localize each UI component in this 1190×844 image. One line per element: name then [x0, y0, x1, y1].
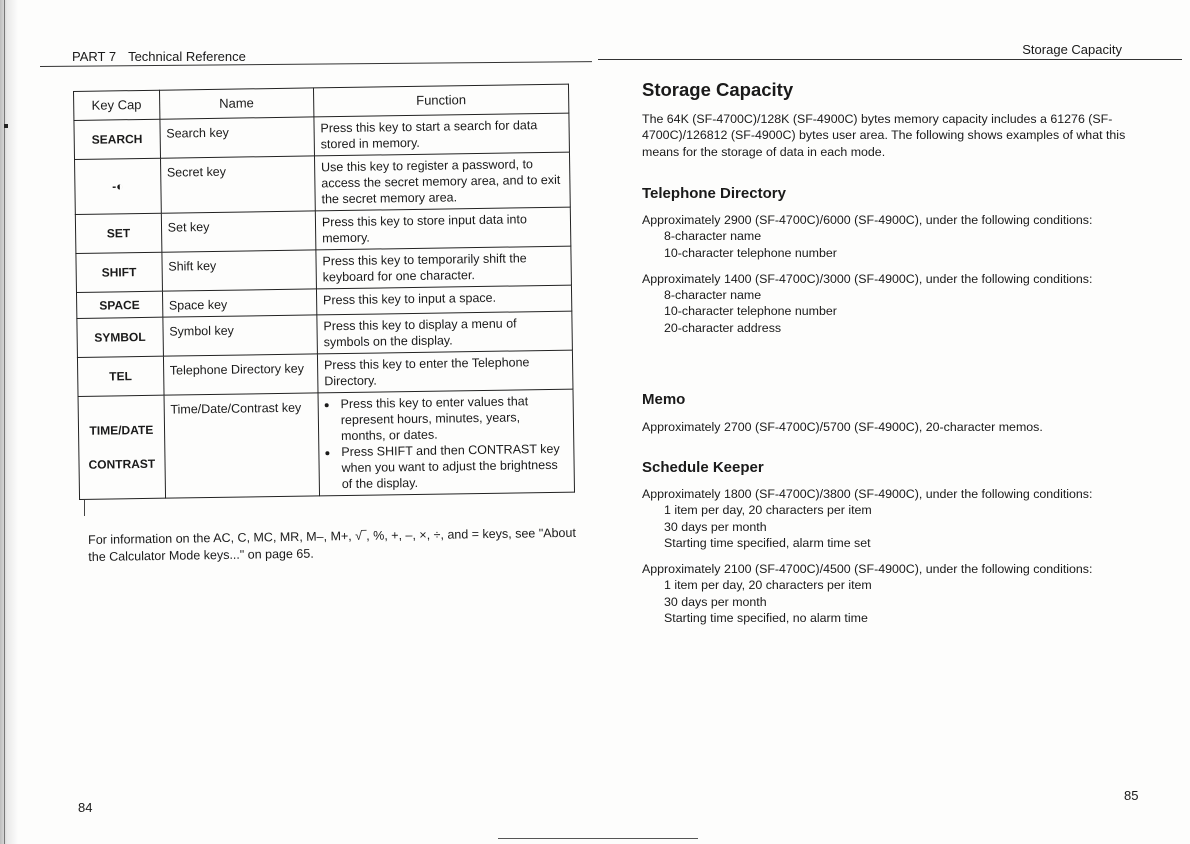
key-function: Use this key to register a password, to access the secret memory area, and to exit the secret memory area.	[314, 152, 570, 211]
key-function: Press this key to display a menu of symbols on the display.	[317, 311, 573, 354]
telephone-body	[642, 212, 1132, 336]
key-cap: SET	[75, 213, 161, 253]
list-item: 30 days per month	[664, 519, 767, 534]
secret-key-icon: -◐	[75, 158, 161, 214]
section-label: Technical Reference	[128, 49, 246, 64]
key-function: Press this key to temporarily shift the keyboard for one character.	[316, 246, 572, 289]
list-item: 1 item per day, 20 characters per item	[664, 503, 872, 518]
key-function: Press this key to enter the Telephone Directory.	[317, 350, 573, 393]
intro-text: The 64K (SF-4700C)/128K (SF-4900C) bytes memory capacity includes a 61276 (SF-4700C)/126812 (SF-4900C) bytes user area. The following shows examples of what this means for the storage of data in each mode.	[642, 112, 1126, 159]
book-binding	[0, 0, 18, 844]
key-name: Set key	[161, 211, 316, 252]
memo-section	[642, 392, 1132, 408]
key-name: Search key	[160, 117, 315, 158]
key-cap: CONTRAST	[88, 456, 156, 472]
schedule-section	[642, 460, 1132, 476]
key-name: Space key	[162, 289, 317, 317]
key-name: Secret key	[160, 156, 315, 213]
paragraph: Approximately 1800 (SF-4700C)/3800 (SF-4900C), under the following conditions:	[642, 487, 1093, 501]
function-bullet: • Press SHIFT and then CONTRAST key when you want to adjust the brightness of the display.	[339, 441, 568, 492]
page-number-left: 84	[78, 800, 93, 815]
section-heading: Telephone Directory	[642, 185, 786, 202]
key-function: Press this key to store input data into memory.	[315, 207, 571, 250]
key-cap: SHIFT	[76, 252, 162, 292]
part-label: PART 7	[72, 49, 117, 64]
frame-line	[84, 500, 85, 516]
key-name: Telephone Directory key	[163, 354, 318, 395]
key-function: Press this key to input a space.	[316, 285, 571, 315]
paragraph: Approximately 2100 (SF-4700C)/4500 (SF-4900C), under the following conditions:	[642, 562, 1093, 577]
list-item: Starting time specified, no alarm time	[664, 611, 868, 626]
list-item: 20-character address	[664, 320, 782, 335]
list-item: 8-character name	[664, 288, 762, 303]
calculator-note: For information on the AC, C, MC, MR, M–, M+, √‾, %, +, –, ×, ÷, and = keys, see "About the Calculator Mode keys..." on page 65.	[88, 525, 576, 564]
running-header-right: Storage Capacity	[1022, 42, 1122, 57]
key-name: Symbol key	[163, 315, 318, 356]
key-cap: SPACE	[76, 291, 162, 318]
list-item: 10-character telephone number	[664, 245, 837, 260]
column-header: Key Cap	[74, 90, 160, 120]
list-item: 30 days per month	[664, 594, 767, 609]
page-number-right: 85	[1124, 788, 1139, 803]
key-cap: TEL	[77, 356, 163, 396]
telephone-section	[642, 186, 1132, 202]
table-row	[75, 152, 571, 214]
key-name: Shift key	[162, 250, 317, 291]
memo-body	[642, 419, 1132, 435]
header-rule-right	[598, 59, 1182, 60]
intro-paragraph	[642, 111, 1132, 160]
page-title: Storage Capacity	[642, 79, 794, 100]
column-header: Name	[159, 88, 314, 119]
key-cap: TIME/DATE	[89, 422, 154, 438]
schedule-body	[642, 486, 1132, 626]
list-item: 1 item per day, 20 characters per item	[664, 578, 872, 593]
list-item: Starting time specified, alarm time set	[664, 535, 871, 550]
paragraph: Approximately 2900 (SF-4700C)/6000 (SF-4900C), under the following conditions:	[642, 213, 1093, 227]
section-heading: Schedule Keeper	[642, 459, 764, 476]
paragraph: Approximately 2700 (SF-4700C)/5700 (SF-4900C), 20-character memos.	[642, 420, 1043, 434]
key-cap: SEARCH	[74, 119, 160, 159]
column-header: Function	[313, 84, 568, 117]
list-item: 8-character name	[664, 229, 762, 244]
section-heading: Memo	[642, 391, 686, 408]
storage-section	[642, 79, 1132, 100]
key-function: Press this key to start a search for data stored in memory.	[314, 113, 570, 156]
table-row	[78, 389, 574, 499]
key-cap: SYMBOL	[77, 317, 163, 357]
function-bullet: • Press this key to enter values that represent hours, minutes, years, months, or dates.	[338, 393, 567, 444]
paragraph: Approximately 1400 (SF-4700C)/3000 (SF-4900C), under the following conditions:	[642, 271, 1093, 286]
key-cap-pair	[78, 395, 165, 499]
key-function	[318, 389, 575, 496]
list-item: 10-character telephone number	[664, 304, 837, 319]
key-table	[73, 84, 575, 500]
margin-mark	[4, 124, 8, 128]
running-header-left	[72, 49, 246, 64]
key-name: Time/Date/Contrast key	[164, 393, 320, 498]
bottom-rule	[498, 838, 698, 839]
